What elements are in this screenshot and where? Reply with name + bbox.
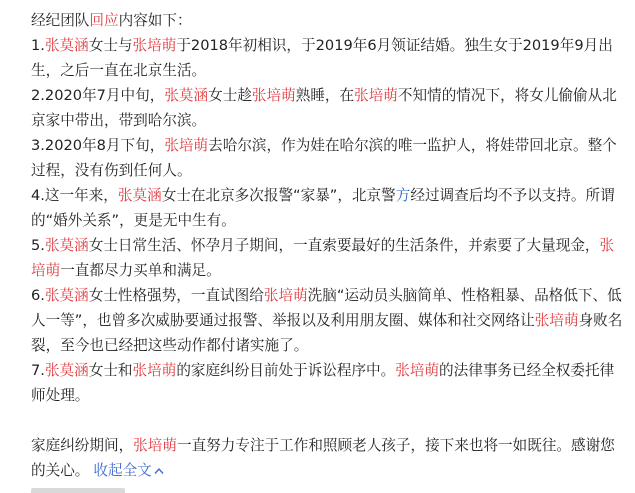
paragraph-text: 女士和 [88,362,133,379]
paragraph-text: 女士趁 [208,87,252,104]
name-link-pei[interactable]: 张培萌 [132,37,177,54]
paragraph-text: 熟睡，在 [295,87,355,104]
keyword-link[interactable]: 回应 [89,12,119,29]
paragraph-text: 不知情的情况下，将女儿偷偷从北京家中带出，带到哈尔滨。 [31,87,617,129]
paragraph-text: 女士与 [88,37,133,54]
paragraph-text: 洗脑“运动员头脑简单、性格粗暴、品格低下、低人一等”，也曾多次威胁要通过报警、举报以及利用朋友圈、媒体和社交网络让 [31,287,622,329]
paragraph-text: 经过调查后均不予以支持。所谓的“婚外关系”，更是无中生有。 [31,187,615,229]
name-link-pei[interactable]: 张培萌 [133,437,177,454]
paragraph-text: 身败名裂，至今也已经把这些动作都付诸实施了。 [31,312,623,354]
paragraph-text: 5. [31,237,45,254]
paragraph-text: 的法律事务已经全权委托律师处理。 [31,362,615,404]
name-link-pei[interactable]: 张培萌 [395,362,440,379]
name-link-mo[interactable]: 张莫涵 [164,87,209,104]
collapse-label: 收起全文 [93,462,152,479]
paragraph-3 [31,133,627,183]
chevron-up-icon [154,459,164,484]
image-preview-edge [31,488,125,493]
paragraph-1 [31,33,627,83]
name-link-mo[interactable]: 张莫涵 [44,287,89,304]
closing-paragraph [31,433,627,484]
paragraph-text: 4.这一年来， [31,187,118,204]
paragraph-spacer [31,408,627,433]
paragraph-2 [31,83,627,133]
name-link-mo[interactable]: 张莫涵 [44,237,89,254]
paragraph-text: 女士日常生活、怀孕月子期间，一直索要最好的生活条件，并索要了大量现金， [88,237,600,254]
paragraph-text: 3.2020年8月下旬， [31,137,165,154]
paragraph-text: 7. [31,362,45,379]
article-body [31,8,627,484]
name-link-pei[interactable]: 张培萌 [263,287,308,304]
name-link-pei[interactable]: 张培萌 [354,87,398,104]
paragraph-text: 2.2020年7月中旬， [31,87,165,104]
intro-text: 内容如下： [118,12,192,29]
paragraph-text: 的家庭纠纷目前处于诉讼程序中。 [176,362,396,379]
paragraph-text: 女士性格强势，一直试图给 [88,287,264,304]
paragraph-text: 一直努力专注于工作和照顾老人孩子，接下来也将一如既往。感谢您的关心。 [31,437,615,479]
paragraph-text: 1. [31,37,45,54]
name-link-pei[interactable]: 张培萌 [251,87,296,104]
name-link-pei[interactable]: 张培萌 [164,137,209,154]
paragraph-text: 一直都尽力买单和满足。 [60,262,221,279]
intro-text: 经纪团队 [31,12,90,29]
paragraph-text: 于2018年初相识，于2019年6月领证结婚。独生女于2019年9月出生，之后一直在北京生活。 [31,37,613,79]
name-link-mo[interactable]: 张莫涵 [117,187,162,204]
collapse-full-text-button[interactable] [93,462,163,479]
paragraph-text: 去哈尔滨，作为娃在哈尔滨的唯一监护人，将娃带回北京。整个过程，没有伤到任何人。 [31,137,617,179]
name-link-pei[interactable]: 张培萌 [534,312,579,329]
paragraph-4 [31,183,627,233]
paragraph-text: 6. [31,287,45,304]
name-link-mo[interactable]: 张莫涵 [44,362,89,379]
name-link-pei[interactable]: 张培萌 [31,237,615,279]
paragraph-7 [31,358,627,408]
name-link-pei[interactable]: 张培萌 [132,362,177,379]
name-link-mo[interactable]: 张莫涵 [44,37,89,54]
article-intro [31,8,627,33]
keyword-link[interactable]: 方 [395,187,411,204]
paragraph-text: 女士在北京多次报警“家暴”，北京警 [161,187,396,204]
paragraph-text: 家庭纠纷期间， [31,437,134,454]
paragraph-5 [31,233,627,283]
paragraph-6 [31,283,627,358]
